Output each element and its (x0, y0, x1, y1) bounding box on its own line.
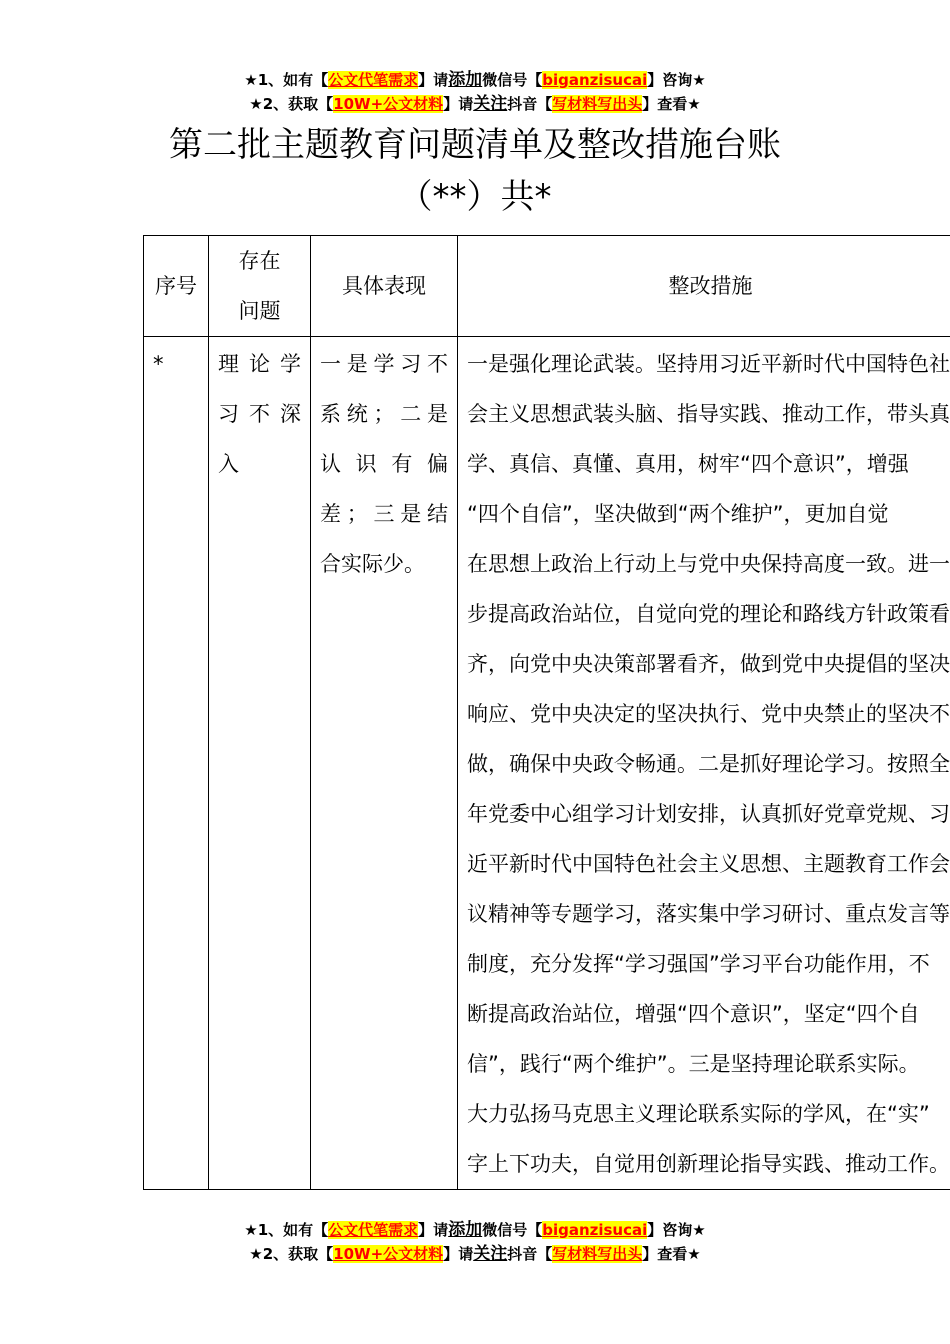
promo-highlight: 10W+公文材料 (333, 1245, 444, 1263)
promo-text: 】查看★ (642, 95, 701, 113)
cell-detail-line: 系统；二是 (320, 402, 448, 426)
measure-line: 一是强化理论武装。坚持用习近平新时代中国特色社 (467, 352, 950, 376)
promo-highlight: biganzisucai (542, 71, 648, 89)
cell-detail (311, 337, 458, 1190)
cell-problem-line: 入 (218, 452, 239, 476)
promo-text: 】请 (443, 95, 474, 113)
table-row (144, 337, 950, 1190)
promo-text: ★2、获取【 (249, 1245, 334, 1263)
promo-line-1-top (0, 68, 950, 92)
header-seq-label: 序号 (155, 274, 197, 298)
promo-highlight: 公文代笔需求 (328, 1221, 419, 1239)
cell-problem-line: 理论学 (218, 352, 301, 376)
measure-line: 齐，向党中央决策部署看齐，做到党中央提倡的坚决 (467, 652, 950, 676)
promo-text: 抖音【 (507, 95, 553, 113)
header-detail-label: 具体表现 (342, 274, 426, 298)
cell-problem (209, 337, 311, 1190)
header-seq (144, 236, 209, 337)
promo-highlight: 公文代笔需求 (328, 71, 419, 89)
promo-highlight: 写材料写出头 (552, 1245, 643, 1263)
promo-line-2-bottom (0, 1242, 950, 1266)
issue-ledger-table (143, 235, 950, 1190)
header-detail (311, 236, 458, 337)
measure-line: 步提高政治站位，自觉向党的理论和路线方针政策看 (467, 602, 950, 626)
promo-text: ★1、如有【 (244, 71, 329, 89)
table-header-row (144, 236, 950, 337)
measure-line: 议精神等专题学习，落实集中学习研讨、重点发言等 (467, 902, 950, 926)
cell-detail-line: 认识有偏 (320, 452, 448, 476)
measure-line: 近平新时代中国特色社会主义思想、主题教育工作会 (467, 852, 950, 876)
promo-highlight: biganzisucai (542, 1221, 648, 1239)
promo-emphasis: 添加 (448, 70, 483, 90)
measure-line: 断提高政治站位，增强“四个意识”，坚定“四个自 (467, 1002, 920, 1026)
measure-line: 响应、党中央决定的坚决执行、党中央禁止的坚决不 (467, 702, 950, 726)
promo-text: 微信号【 (482, 71, 543, 89)
promo-text: 微信号【 (482, 1221, 543, 1239)
promo-emphasis: 关注 (473, 1244, 508, 1264)
promo-text: 抖音【 (507, 1245, 553, 1263)
document-subtitle: （**）共* (398, 177, 552, 217)
cell-detail-line: 差；三是结 (320, 502, 448, 526)
cell-measures (458, 337, 950, 1190)
promo-highlight: 10W+公文材料 (333, 95, 444, 113)
promo-emphasis: 关注 (473, 94, 508, 114)
measure-line: 信”，践行“两个维护”。三是坚持理论联系实际。 (467, 1052, 920, 1076)
measure-line: 制度，充分发挥“学习强国”学习平台功能作用，不 (467, 952, 930, 976)
cell-detail-line: 一是学习不 (320, 352, 448, 376)
header-measures-label: 整改措施 (668, 274, 753, 298)
promo-text: ★1、如有【 (244, 1221, 329, 1239)
measure-line: 年党委中心组学习计划安排，认真抓好党章党规、习 (467, 802, 950, 826)
promo-emphasis: 添加 (448, 1220, 483, 1240)
promo-text: 】请 (443, 1245, 474, 1263)
promo-text: 】咨询★ (647, 71, 706, 89)
promo-text: 】请 (418, 1221, 449, 1239)
cell-seq-value: * (153, 352, 164, 376)
header-problem-line: 问题 (238, 299, 281, 323)
promo-text: 】查看★ (642, 1245, 701, 1263)
header-problem (209, 236, 311, 337)
promo-text: 】请 (418, 71, 449, 89)
header-problem-line: 存在 (238, 249, 281, 273)
measure-line: 在思想上政治上行动上与党中央保持高度一致。进一 (467, 552, 950, 576)
measure-line: 大力弘扬马克思主义理论联系实际的学风，在“实” (467, 1102, 930, 1126)
promo-line-2-top (0, 92, 950, 116)
measure-line: 字上下功夫，自觉用创新理论指导实践、推动工作。 (467, 1152, 950, 1176)
promo-text: ★2、获取【 (249, 95, 334, 113)
promo-line-1-bottom (0, 1218, 950, 1242)
promo-highlight: 写材料写出头 (552, 95, 643, 113)
measure-line: 学、真信、真懂、真用，树牢“四个意识”，增强 (467, 452, 909, 476)
cell-problem-line: 习不深 (218, 402, 301, 426)
cell-seq (144, 337, 209, 1190)
measure-line: 会主义思想武装头脑、指导实践、推动工作，带头真 (467, 402, 950, 426)
header-measures (458, 236, 950, 337)
cell-detail-line: 合实际少。 (320, 552, 425, 576)
promo-text: 】咨询★ (647, 1221, 706, 1239)
measure-line: “四个自信”，坚决做到“两个维护”，更加自觉 (467, 502, 889, 526)
document-title: 第二批主题教育问题清单及整改措施台账 (169, 125, 781, 165)
measure-line: 做，确保中央政令畅通。二是抓好理论学习。按照全 (467, 752, 950, 776)
